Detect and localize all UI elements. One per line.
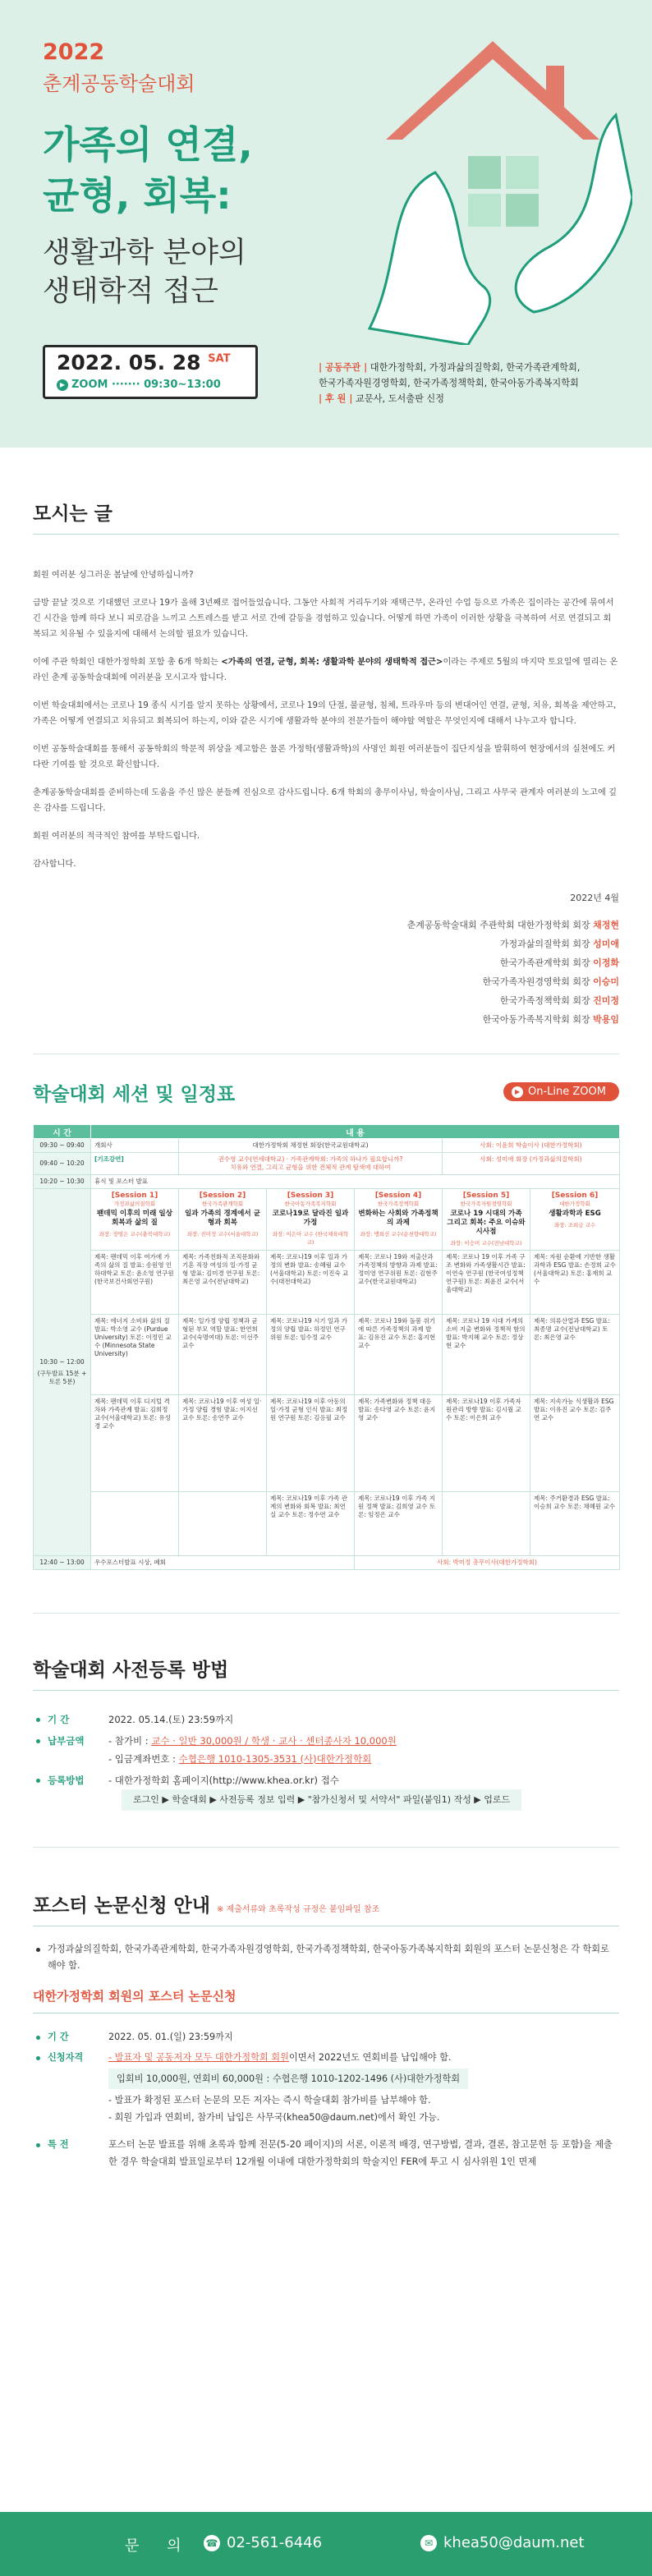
paper-cell: 제목: 코로나19 이후 여성 일·가정 양립 경험 발표: 이지선 교수 토론: 송연주 교수 (179, 1395, 267, 1492)
session-chair: 좌장: 진미정 교수(서울대학교) (186, 1231, 259, 1237)
table-header-row (34, 1125, 620, 1139)
session-chair: 좌장: 이은아 교수 (한국체육대학교) (272, 1231, 349, 1246)
paper-cell: 제목: 지속가능 식생활과 ESG 발표: 이유진 교수 토론: 김주연 교수 (530, 1395, 620, 1492)
paper-row (34, 1492, 620, 1556)
host-line2: 한국가족자원경영학회, 한국가족정책학회, 한국아동가족복지학회 (319, 378, 579, 388)
table-row (34, 1139, 620, 1153)
poster-special-row (33, 2136, 619, 2170)
row-content (179, 1153, 443, 1175)
session-number: [Session 2] (199, 1192, 246, 1200)
col-time-header: 시 간 (34, 1125, 91, 1139)
session-cell (179, 1189, 267, 1251)
hero-banner (0, 0, 652, 448)
schedule-title: 학술대회 세션 및 일정표 (33, 1084, 236, 1105)
contact-label: 문 의 (125, 2537, 193, 2555)
hero-subtitle-line1: 생활과학 분야의 (43, 236, 246, 269)
zoom-time-line: ▶ ZOOM ······· 09:30~13:00 (57, 379, 221, 391)
poster-list (33, 2028, 619, 2170)
poster-section (0, 1848, 652, 2170)
qual-end: 해야 함. (418, 2052, 452, 2063)
online-zoom-label: On-Line ZOOM (528, 1086, 606, 1098)
session-header-row (34, 1189, 620, 1251)
signer-role: 한국가족관계학회 회장 (499, 957, 590, 968)
session-cell (443, 1189, 530, 1251)
row-label: 우수포스터발표 시상, 폐회 (91, 1556, 355, 1570)
hero-title-line2: 균형, 회복: (43, 173, 232, 218)
session-org: 한국아동가족복지학회 (284, 1201, 337, 1207)
session-title: 코로나19로 달라진 일과 가정 (272, 1210, 349, 1227)
session-cell (91, 1189, 179, 1251)
zoom-label: ZOOM (71, 379, 108, 391)
event-time: 09:30~13:00 (144, 379, 221, 391)
paper-cell: 제목: 자원 순환에 기반한 생활과학과 ESG 발표: 손정희 교수(서울대학교) 토론: 홍재희 교수 (530, 1251, 620, 1315)
keynote-line1: 권수영 교수(연세대학교) · 가족관계학회: 가족의 하나가 필요합니까? (218, 1155, 403, 1163)
main-time: 10:30 ~ 12:00 (39, 1358, 85, 1366)
session-number: [Session 5] (462, 1192, 510, 1200)
email-icon: ✉ (420, 2535, 437, 2551)
registration-flow: 로그인 ▶ 학술대회 ▶ 사전등록 정보 입력 ▶ "참가신청서 및 서약서" 파일(붙임1) 작성 ▶ 업로드 (122, 1789, 521, 1811)
signer-name: 이정화 (593, 957, 619, 968)
contact-email[interactable] (420, 2534, 585, 2551)
signer-name: 이승미 (593, 976, 619, 987)
qual-fee: 이면서 2022년도 연회비를 납입 (288, 2052, 419, 2063)
signer-role: 가정과삶의질학회 회장 (499, 939, 590, 949)
poster-special-value: 포스터 논문 발표를 위해 초록과 함께 전문(5-20 페이지)의 서론, 이론적 배경, 연구방법, 결과, 결론, 참고문헌 등 포함)을 제출한 경우 학술대회 발표일로부터 12개월 이내에 대한가정학회의 학술지인 FER에 투고 시 심사위원 1인 면제 (108, 2139, 613, 2167)
greeting-divider (33, 534, 619, 535)
poster-qual-row (33, 2049, 619, 2126)
session-title: 생활과학과 ESG (549, 1210, 601, 1218)
greeting-body (33, 567, 619, 872)
poster-note: ※ 제출서류와 초록작성 규정은 붙임파일 참조 (216, 1905, 380, 1914)
session-cell (530, 1189, 620, 1251)
greeting-paragraph: 회원 여러분의 적극적인 참여를 부탁드립니다. (33, 832, 200, 841)
poster-qual-label: 신청자격 (33, 2049, 108, 2126)
event-dow: SAT (208, 352, 231, 365)
signer-row (33, 1010, 619, 1029)
reg-period-row (33, 1710, 619, 1729)
session-chair: 좌장: 장영은 교수(충북대학교) (99, 1231, 171, 1237)
table-row (34, 1175, 620, 1189)
phone-number: 02-561-6446 (227, 2534, 323, 2551)
session-chair: 좌장: 맹희선 교수(순천향대학교) (360, 1231, 437, 1237)
time-cell: 10:20 ~ 10:30 (34, 1175, 91, 1189)
qual-line (108, 2049, 619, 2066)
reg-fee-row (33, 1732, 619, 1768)
poster-special-label: 특 전 (33, 2136, 108, 2170)
greeting-p3-end: 이라는 주제로 5월의 마지막 토요일에 열리는 온라인 춘계 공동학술대회에 여러분을 모시고자 합니다. (33, 658, 618, 682)
poster-period-label: 기 간 (33, 2028, 108, 2046)
greeting-paragraph: 이번 공동학술대회를 통해서 공동학회의 학문적 위상을 제고함은 물론 가정학(생활과학)의 사명인 회원 여러분들이 집단지성을 발휘하여 현장에서의 실천에도 커다란 기여를 할 것으로 확신합니다. (33, 745, 616, 769)
sponsor-text: 교문사, 도서출판 신정 (356, 393, 444, 404)
time-cell: 12:40 ~ 13:00 (34, 1556, 91, 1570)
email-address: khea50@daum.net (443, 2534, 585, 2551)
house-hands-illustration (353, 16, 632, 345)
qual-line: - 회원 가입과 연회비, 참가비 납입은 사무국(khea50@daum.net)에서 확인 가능. (108, 2112, 440, 2123)
session-number: [Session 1] (111, 1192, 158, 1200)
paper-cell: 제목: 의류산업과 ESG 발표: 최종명 교수(전남대학교) 토론: 최은영 교수 (530, 1315, 620, 1395)
reg-fee-label: 납부금액 (33, 1732, 108, 1768)
poster-subtitle: 대한가정학회 회원의 포스터 논문신청 (33, 1989, 236, 2004)
session-chair: 좌장: 이승미 교수(전남대학교) (450, 1240, 522, 1247)
play-icon: ▶ (57, 379, 68, 391)
account-prefix: - 입금계좌번호 : (108, 1753, 179, 1765)
registration-section (0, 1614, 652, 1811)
session-chair: 좌장: 조희금 교수 (553, 1222, 596, 1228)
account-line (108, 1750, 619, 1768)
paper-cell: 제목: 코로나 19 이후 가족 구조 변화와 가족생활시간 발표: 이연숙 연구원 (한국여성정책연구원) 토론: 최윤진 교수(서울대학교) (443, 1251, 530, 1315)
contact-footer (0, 2512, 652, 2576)
paper-cell: 제목: 코로나19 이후 아동의 일·가정 균형 인식 발표: 최정원 연구원 토론: 김응필 교수 (267, 1395, 355, 1492)
main-time-note: (구두발표 15분 + 토론 5분) (37, 1370, 87, 1385)
signer-row (33, 934, 619, 953)
row-label: 개회사 (91, 1139, 179, 1153)
phone-icon: ☎ (204, 2535, 220, 2551)
paper-cell: 제목: 코로나19 이후 가족 관계의 변화와 회복 발표: 최연실 교수 토론: 정수연 교수 (267, 1492, 355, 1556)
paper-cell: 제목: 코로나19 이후 가족자원관리 방향 발표: 김시월 교수 토론: 이은희 교수 (443, 1395, 530, 1492)
session-number: [Session 4] (374, 1192, 422, 1200)
row-label: [기조강연] (91, 1153, 179, 1175)
paper-cell: 제목: 코로나19 시기 일과 가정의 양립 발표: 하정민 연구위원 토론: 임수정 교수 (267, 1315, 355, 1395)
hero-year: 2022 (43, 39, 105, 65)
schedule-section (0, 1054, 652, 1570)
row-label: 휴식 및 포스터 발표 (91, 1175, 620, 1189)
greeting-paragraph (33, 654, 619, 686)
session-cell (355, 1189, 443, 1251)
paper-cell (443, 1492, 530, 1556)
greeting-theme: <가족의 연결, 균형, 회복: 생활과학 분야의 생태학적 접근> (221, 658, 443, 667)
signer-name: 채정현 (593, 920, 619, 930)
time-cell: 09:40 ~ 10:20 (34, 1153, 91, 1175)
session-org: 한국가족정책학회 (377, 1201, 420, 1207)
host-tag: | 공동주관 | (319, 362, 368, 373)
paper-cell: 제목: 코로나 19 시대 가계의 소비 지출 변화와 정책적 함의 발표: 박지혜 교수 토론: 정상현 교수 (443, 1315, 530, 1395)
poster-title (33, 1890, 619, 1917)
row-content: 대한가정학회 채정현 회장(한국교원대학교) (179, 1139, 443, 1153)
reg-period-value: 2022. 05.14.(토) 23:59까지 (108, 1714, 234, 1725)
signer-row (33, 991, 619, 1010)
paper-cell: 제목: 팬데믹 이후 여가에 가족의 삶의 질 발표: 송원영 인하대학교 토론: 윤소영 연구원 (한국보건사회연구원) (91, 1251, 179, 1315)
table-row (34, 1153, 620, 1175)
paper-cell: 제목: 가족친화적 조직문화와 기혼 직장 여성의 일·가정 균형 발표: 김미경 연구원 토론: 최은영 교수(전남대학교) (179, 1251, 267, 1315)
keynote-line2: 치유와 연결, 그리고 균형을 위한 전체적 관계 탐색에 대하여 (230, 1164, 391, 1171)
greeting-paragraph: 이번 학술대회에서는 코로나 19 종식 시기를 알지 못하는 상황에서, 코로나 19의 단절, 불균형, 침체, 트라우마 등의 변대어인 연결, 균형, 치유, 회복을 제안하고, 가족은 어떻게 연결되고 치유되고 회복되어 하는지, 이와 같은 시기에 생활과학 분야의 전문가들이 해야할 역할은 무엇인지에 대해서 나누고자 합니다. (33, 701, 617, 726)
signer-row (33, 972, 619, 991)
fee-prefix: - 참가비 : (108, 1735, 152, 1747)
greeting-p3-start: 이에 주관 학회인 대한가정학회 포함 총 6개 학회는 (33, 658, 222, 667)
method-line: - 대한가정학회 홈페이지(http://www.khea.or.kr) 접수 (108, 1775, 339, 1786)
account-number: 수협은행 1010-1305-3531 (사)대한가정학회 (178, 1753, 372, 1765)
paper-row (34, 1395, 620, 1492)
host-line1 (319, 360, 639, 375)
time-cell (34, 1189, 91, 1556)
contact-phone[interactable] (204, 2534, 322, 2551)
session-number: [Session 3] (287, 1192, 334, 1200)
signer-role: 한국아동가족복지학회 회장 (482, 1014, 590, 1025)
poster-sub-divider (33, 2013, 619, 2014)
session-number: [Session 6] (551, 1192, 599, 1200)
poster-qual-value (108, 2049, 619, 2126)
sponsor-tag: | 후 원 | (319, 393, 353, 404)
hero-title-line1: 가족의 연결, (43, 122, 253, 167)
paper-cell: 제목: 코로나 19와 돌봄 위기에 따른 가족정책의 과제 발표: 김유진 교수 토론: 홍지현 교수 (355, 1315, 443, 1395)
greeting-paragraph: 춘계공동학술대회를 준비하는데 도움을 주신 많은 분들께 진심으로 감사드립니다. 6개 학회의 총무이사님, 학술이사님, 그리고 사무국 관계자 여러분의 노고에 깊은 감사를 드립니다. (33, 788, 617, 813)
signer-role: 춘계공동학술대회 주관학회 대한가정학회 회장 (406, 920, 590, 930)
paper-row (34, 1315, 620, 1395)
paper-cell (91, 1492, 179, 1556)
session-title: 코로나 19 시대의 가족 그리고 회복: 주요 이슈와 시사점 (447, 1210, 526, 1236)
signer-row (33, 916, 619, 934)
date-box (43, 345, 258, 399)
session-org: 가정과삶의질학회 (113, 1201, 156, 1207)
registration-divider (33, 1690, 619, 1691)
paper-cell (179, 1492, 267, 1556)
paper-cell: 제목: 주거환경과 ESG 발표: 이승희 교수 토론: 채혜원 교수 (530, 1492, 620, 1556)
signer-row (33, 953, 619, 972)
session-org: 한국가족자원경영학회 (460, 1201, 512, 1207)
registration-list (33, 1710, 619, 1811)
paper-cell: 제목: 일가정 양립 정책과 균형된 부모 역할 발표: 한연희 교수(숙명여대) 토론: 이선주 교수 (179, 1315, 267, 1395)
fee-line (108, 1732, 619, 1750)
registration-title: 학술대회 사전등록 방법 (33, 1660, 229, 1681)
reg-method-label: 등록방법 (33, 1771, 108, 1811)
event-date-text: 2022. 05. 28 (57, 351, 201, 374)
poster-title-text: 포스터 논문신청 안내 (33, 1895, 210, 1917)
session-title: 변화하는 사회와 가족정책의 과제 (358, 1210, 438, 1227)
signer-role: 한국가족정책학회 회장 (499, 995, 590, 1006)
hero-title (43, 119, 253, 221)
paper-cell: 제목: 가족변화와 정책 대응 발표: 송다영 교수 토론: 윤지영 교수 (355, 1395, 443, 1492)
greeting-paragraph: 회원 여러분 싱그러운 봄날에 안녕하십니까? (33, 571, 194, 580)
greeting-paragraph: 감사합니다. (33, 860, 76, 869)
table-row (34, 1556, 620, 1570)
hero-subtitle (43, 234, 246, 311)
greeting-title: 모시는 글 (33, 503, 112, 525)
session-title: 일과 가족의 경계에서 균형과 회복 (185, 1210, 260, 1227)
reg-period-label: 기 간 (33, 1710, 108, 1729)
sponsor-line (319, 391, 639, 406)
organizers (319, 360, 639, 406)
paper-row (34, 1251, 620, 1315)
row-moderator: 사회: 이윤희 학술이사 (대한가정학회) (443, 1139, 620, 1153)
session-org: 대한가정학회 (559, 1201, 590, 1207)
paper-cell: 제목: 코로나19 이후 가족 지원 정책 발표: 김희영 교수 토론: 임정은 교수 (355, 1492, 443, 1556)
fee-amount: 교수 · 일반 30,000원 / 학생 · 교사 · 센터종사자 10,000원 (151, 1735, 397, 1747)
sign-date: 2022년 4월 (570, 893, 619, 903)
time-cell: 09:30 ~ 09:40 (34, 1139, 91, 1153)
signer-name: 성미애 (593, 939, 619, 949)
reg-fee-value (108, 1732, 619, 1768)
paper-cell: 제목: 코로나19 이후 일과 가정의 변화 발표: 송혜림 교수(서울대학교) 토론: 이진숙 교수(대전대학교) (267, 1251, 355, 1315)
row-moderator: 사회: 성미애 회장 (가정과삶의질학회) (443, 1153, 620, 1175)
hero-subtitle-line2: 생태학적 접근 (43, 275, 218, 308)
paper-cell: 제목: 에너지 소비와 삶의 질 발표: 박소영 교수 (Purdue University) 토론: 이정민 교수 (Minnesota State University) (91, 1315, 179, 1395)
schedule-table (33, 1124, 620, 1570)
hero-conference-name: 춘계공동학술대회 (43, 72, 195, 95)
session-title: 팬데믹 이후의 미래 일상회복과 삶의 질 (97, 1210, 172, 1227)
signers (33, 889, 619, 1029)
poster-period-value: 2022. 05. 01.(일) 23:59까지 (108, 2032, 233, 2042)
reg-method-value (108, 1771, 619, 1811)
play-icon: ▶ (512, 1086, 523, 1098)
session-cell (267, 1189, 355, 1251)
event-date (57, 351, 231, 374)
host-line1-text: 대한가정학회, 가정과삶의질학회, 한국가족관계학회, (370, 362, 581, 373)
reg-method-row (33, 1771, 619, 1811)
qual-line: - 발표가 확정된 포스터 논문의 모든 저자는 즉시 학술대회 참가비를 납부해야 함. (108, 2095, 431, 2105)
qual-member: - 발표자 및 공동저자 모두 대한가정학회 회원 (108, 2052, 289, 2063)
signer-name: 박용임 (593, 1014, 619, 1025)
online-zoom-badge[interactable] (503, 1082, 619, 1101)
session-org: 한국가족관계학회 (201, 1201, 244, 1207)
greeting-paragraph: 급방 끝날 것으로 기대했던 코로나 19가 올해 3년째로 접어들었습니다. 그동안 사회적 거리두기와 재택근무, 온라인 수업 등으로 가족은 집이라는 공간에 묶여서 긴 시간을 함께 하다 보니 피로감을 느끼고 스트레스를 받고 서로 간에 갈등을 경험하고 있습니다. 어떻게 하면 가족이 이러한 상황을 극복하여 서로 연결되고 회복되고 치유될 수 있을지에 대해서 논의할 필요가 있습니다. (33, 599, 614, 639)
paper-cell: 제목: 팬데믹 이후 디지털 격차와 가족관계 발표: 김희정 교수(서울대학교) 토론: 유성경 교수 (91, 1395, 179, 1492)
row-moderator: 사회: 박미정 총무이사(대한가정학회) (355, 1556, 620, 1570)
poster-period-row (33, 2028, 619, 2046)
greeting-section (0, 448, 652, 1029)
signer-name: 진미정 (593, 995, 619, 1006)
poster-intro: 가정과삶의질학회, 한국가족관계학회, 한국가족자원경영학회, 한국가족정책학회, 한국아동가족복지학회 회원의 포스터 논문신청은 각 학회로 해야 함. (33, 1941, 619, 1974)
payment-box: 입회비 10,000원, 연회비 60,000원 : 수협은행 1010-1202-1496 (사)대한가정학회 (108, 2069, 468, 2089)
col-content-header: 내 용 (91, 1125, 620, 1139)
signer-role: 한국가족자원경영학회 회장 (482, 976, 590, 987)
paper-cell: 제목: 코로나 19와 저출산과 가족정책의 방향과 과제 발표: 정미영 연구위원 토론: 김현주 교수(한국교원대학교) (355, 1251, 443, 1315)
